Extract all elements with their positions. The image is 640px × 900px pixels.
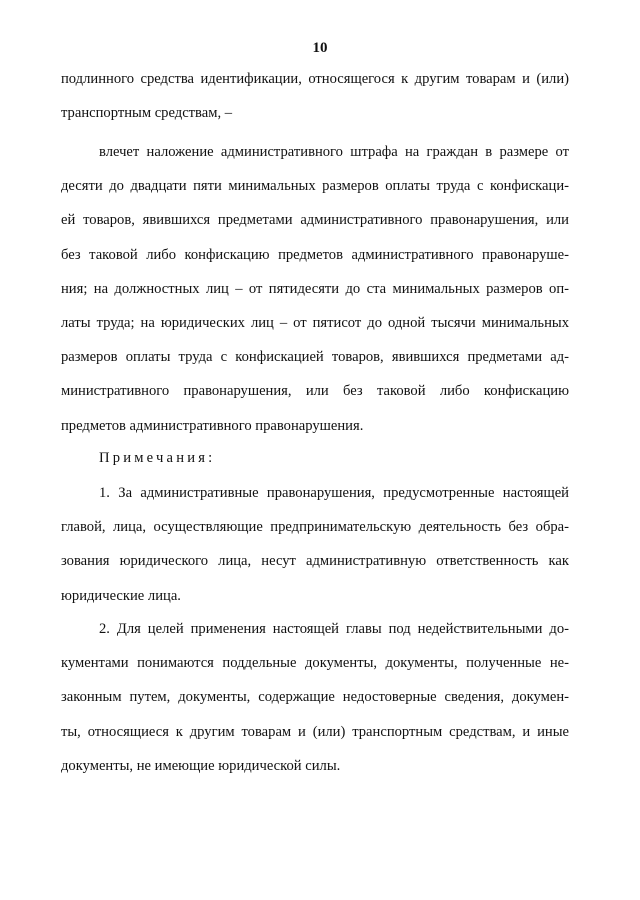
text-line: юридические лица. — [61, 587, 181, 604]
text-line: законным путем, документы, содержащие недостоверные сведения, докумен- — [61, 689, 569, 706]
text-line: ния; на должностных лиц – от пятидесяти до ста минимальных размеров оп- — [61, 280, 569, 297]
paragraph-note-1 — [61, 476, 569, 613]
text-line: 1. За административные правонарушения, предусмотренные настоящей — [99, 485, 569, 501]
paragraph-continuation — [61, 62, 569, 130]
text-line: документы, не имеющие юридической силы. — [61, 757, 341, 774]
text-line: министративного правонарушения, или без таковой либо конфискацию — [61, 383, 569, 400]
text-line: главой, лица, осуществляющие предпринимательскую деятельность без обра- — [61, 519, 569, 536]
notes-heading — [61, 441, 569, 475]
paragraph-note-2 — [61, 612, 569, 783]
text-line: предметов административного правонарушения. — [61, 417, 364, 434]
text-line: ты, относящиеся к другим товарам и (или) транспортным средствам, и иные — [61, 723, 569, 740]
text-line: ей товаров, явившихся предметами административного правонарушения, или — [61, 212, 569, 229]
text-line: транспортным средствам, – — [61, 105, 233, 122]
text-line: подлинного средства идентификации, относящегося к другим товарам и (или) — [61, 71, 569, 87]
text-line: Примечания: — [99, 450, 216, 466]
paragraph-penalty — [61, 135, 569, 443]
text-line: размеров оплаты труда с конфискацией товаров, явившихся предметами ад- — [61, 349, 569, 366]
text-line: влечет наложение административного штрафа на граждан в размере от — [99, 144, 569, 160]
text-line: кументами понимаются поддельные документы, документы, полученные не- — [61, 655, 569, 672]
text-line: без таковой либо конфискацию предметов административного правонаруше- — [61, 246, 569, 263]
page-number: 10 — [312, 40, 328, 56]
text-line: зования юридического лица, несут административную ответственность как — [61, 553, 569, 570]
text-line: 2. Для целей применения настоящей главы под недействительными до- — [99, 621, 569, 637]
text-line: латы труда; на юридических лиц – от пятисот до одной тысячи минимальных — [61, 315, 569, 332]
text-line: десяти до двадцати пяти минимальных размеров оплаты труда с конфискаци- — [61, 178, 569, 195]
